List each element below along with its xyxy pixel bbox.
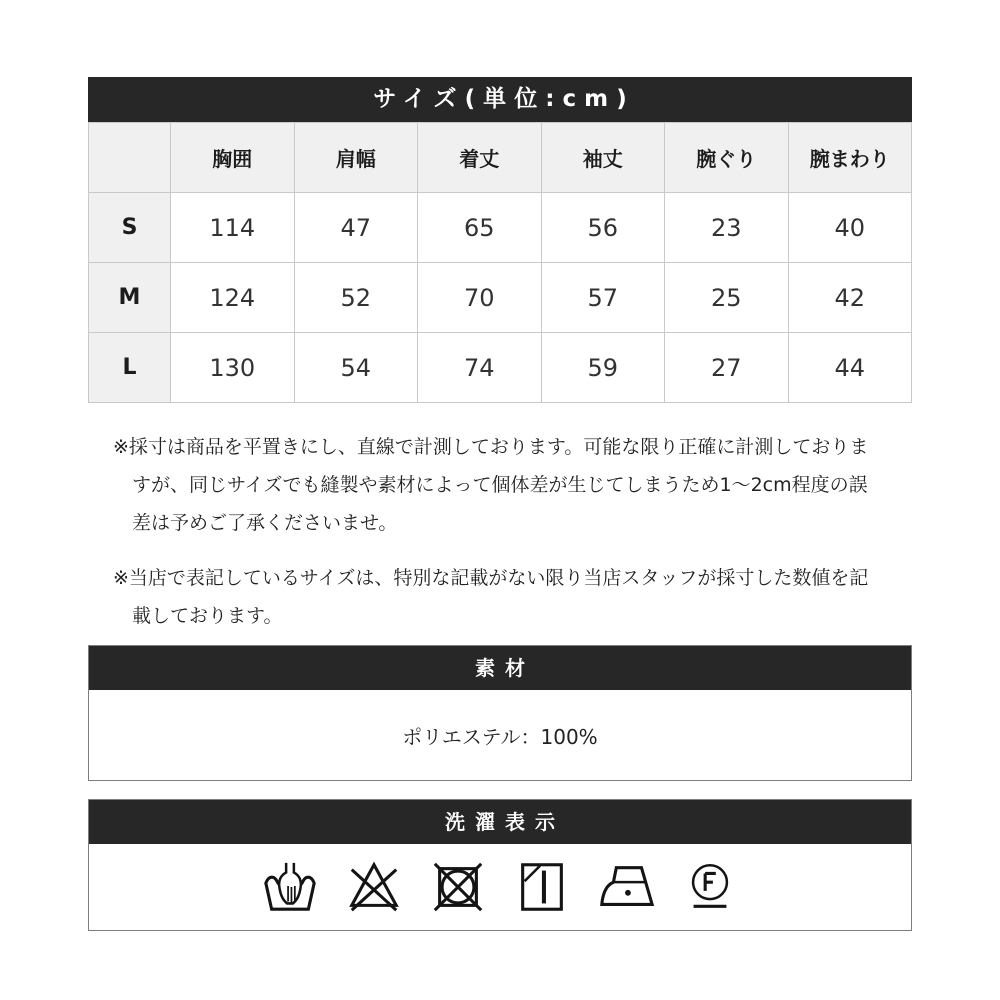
size-value: 44 — [788, 333, 912, 403]
note-text: 採寸は商品を平置きにし、直線で計測しております。可能な限り正確に計測しておりますが、同じサイズでも縫製や素材によって個体差が生じてしまうため1～2cm程度の誤差は予めご了承くださいませ。 — [128, 436, 869, 534]
size-value: 59 — [541, 333, 665, 403]
size-value: 74 — [418, 333, 542, 403]
size-table-corner-cell — [89, 123, 171, 193]
hand-wash-icon — [261, 858, 319, 916]
size-value: 42 — [788, 263, 912, 333]
size-value: 23 — [665, 193, 789, 263]
line-dry-in-shade-icon — [513, 858, 571, 916]
size-value: 52 — [294, 263, 418, 333]
size-table-col-header: 胸囲 — [171, 123, 295, 193]
material-value: ポリエステル：100% — [89, 690, 911, 780]
size-row-s — [89, 193, 912, 263]
size-value: 114 — [171, 193, 295, 263]
size-value: 56 — [541, 193, 665, 263]
size-table-col-header: 腕まわり — [788, 123, 912, 193]
laundry-section — [88, 799, 912, 931]
product-info-sheet — [88, 0, 912, 931]
size-section — [88, 77, 912, 403]
dry-clean-petroleum-gentle-icon — [681, 858, 739, 916]
size-value: 25 — [665, 263, 789, 333]
size-value: 27 — [665, 333, 789, 403]
size-value: 54 — [294, 333, 418, 403]
size-value: 40 — [788, 193, 912, 263]
size-table — [88, 122, 912, 403]
laundry-icons — [89, 844, 911, 930]
size-table-col-header: 着丈 — [418, 123, 542, 193]
material-section — [88, 645, 912, 781]
size-section-title: サイズ(単位:cm) — [88, 77, 912, 122]
size-row-label: L — [89, 333, 171, 403]
size-table-header-row — [89, 123, 912, 193]
iron-low-heat-icon — [597, 858, 655, 916]
size-value: 70 — [418, 263, 542, 333]
size-value: 124 — [171, 263, 295, 333]
size-value: 65 — [418, 193, 542, 263]
sizing-note — [113, 559, 884, 635]
do-not-bleach-icon — [345, 858, 403, 916]
material-section-title: 素材 — [89, 646, 911, 690]
note-text: 当店で表記しているサイズは、特別な記載がない限り当店スタッフが採寸した数値を記載しております。 — [128, 567, 869, 627]
size-value: 47 — [294, 193, 418, 263]
size-row-label: S — [89, 193, 171, 263]
size-row-label: M — [89, 263, 171, 333]
note-marker: ※ — [113, 567, 129, 589]
size-value: 130 — [171, 333, 295, 403]
size-table-col-header: 袖丈 — [541, 123, 665, 193]
size-table-col-header: 腕ぐり — [665, 123, 789, 193]
note-marker: ※ — [113, 436, 129, 458]
size-table-col-header: 肩幅 — [294, 123, 418, 193]
size-row-l — [89, 333, 912, 403]
laundry-section-title: 洗濯表示 — [89, 800, 911, 844]
do-not-tumble-dry-icon — [429, 858, 487, 916]
size-value: 57 — [541, 263, 665, 333]
measurement-note — [113, 428, 884, 542]
size-row-m — [89, 263, 912, 333]
